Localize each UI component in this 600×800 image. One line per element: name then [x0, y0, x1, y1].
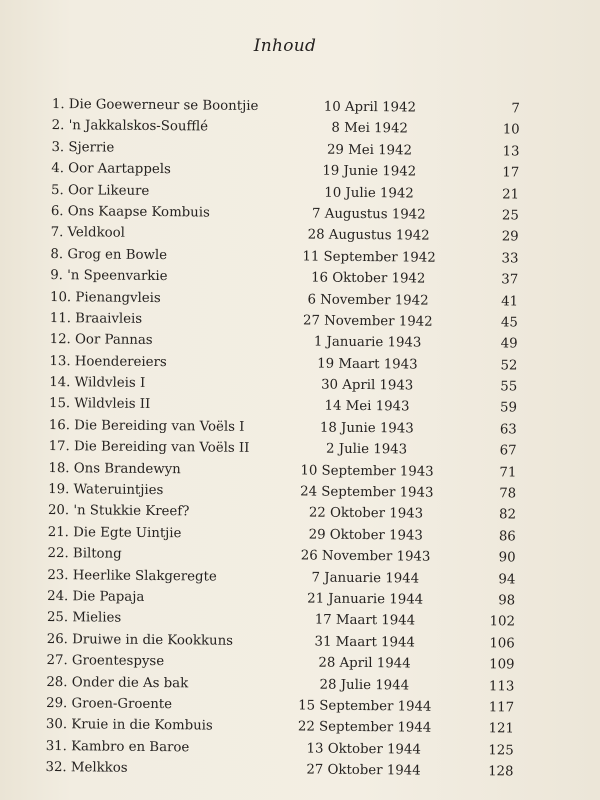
entry-date: 22 Oktober 1943 — [308, 505, 424, 523]
entry-date: 27 Oktober 1944 — [306, 762, 421, 779]
entry-page-number: 121 — [488, 721, 514, 737]
entry-page-number: 109 — [489, 657, 515, 673]
entry-page-number: 33 — [501, 251, 519, 267]
entry-page-number: 90 — [498, 550, 516, 566]
entry-page-number: 13 — [502, 144, 520, 160]
entry-page-number: 94 — [498, 571, 516, 588]
entry-date: 16 Oktober 1942 — [311, 270, 426, 287]
entry-date: 21 Januarie 1944 — [307, 591, 424, 608]
entry-page-number: 10 — [502, 122, 520, 138]
entry-date: 10 September 1943 — [300, 463, 434, 480]
entry-title: 19. Wateruintjies — [48, 482, 164, 499]
entry-date: 10 April 1942 — [323, 99, 417, 116]
entry-page-number: 29 — [501, 229, 519, 245]
entry-page-number: 125 — [488, 742, 514, 759]
entry-date: 19 Maart 1943 — [317, 356, 418, 373]
entry-title: 11. Braaivleis — [49, 310, 143, 327]
entry-title: 29. Groen-Groente — [46, 695, 173, 713]
entry-date: 24 September 1943 — [300, 484, 434, 501]
entry-date: 10 Julie 1942 — [324, 185, 414, 202]
entry-page-number: 113 — [488, 678, 515, 695]
entry-title: 2. 'n Jakkalskos-Soufflé — [51, 118, 209, 135]
entry-title: 1. Die Goewerneur se Boontjie — [51, 96, 259, 114]
entry-date: 1 Januarie 1943 — [313, 334, 422, 351]
entry-title: 14. Wildvleis I — [49, 375, 146, 391]
entry-date: 30 April 1943 — [321, 377, 414, 394]
entry-page-number: 78 — [499, 486, 517, 502]
entry-page-number: 17 — [502, 165, 520, 181]
entry-page-number: 106 — [489, 635, 515, 652]
entry-date: 19 Junie 1942 — [322, 163, 417, 180]
entry-page-number: 98 — [498, 593, 516, 609]
entry-page-number: 71 — [499, 464, 517, 481]
entry-date: 14 Mei 1943 — [324, 399, 410, 415]
entry-title: 24. Die Papaja — [47, 588, 145, 605]
entry-date: 2 Julie 1943 — [326, 441, 408, 458]
entry-title: 15. Wildvleis II — [48, 396, 151, 413]
entry-date: 26 November 1943 — [300, 548, 431, 565]
entry-date: 22 September 1944 — [297, 719, 432, 736]
entry-title: 5. Oor Likeure — [51, 182, 150, 199]
entry-date: 18 Junie 1943 — [319, 420, 414, 437]
entry-title: 23. Heerlike Slakgeregte — [47, 567, 217, 585]
entry-title: 27. Groentespyse — [46, 653, 165, 670]
entry-title: 7. Veldkool — [50, 225, 125, 242]
entry-page-number: 21 — [502, 186, 520, 203]
entry-page-number: 55 — [500, 379, 518, 395]
entry-date: 7 Augustus 1942 — [312, 206, 426, 223]
entry-title: 26. Druiwe in die Kookkuns — [46, 631, 234, 649]
entry-page-number: 25 — [501, 208, 519, 224]
entry-page-number: 128 — [488, 764, 514, 780]
entry-page-number: 82 — [498, 507, 517, 523]
entry-title: 13. Hoendereiers — [49, 353, 167, 370]
entry-date: 17 Maart 1944 — [314, 612, 416, 629]
entry-date: 28 April 1944 — [318, 655, 411, 672]
entry-date: 6 November 1942 — [307, 291, 429, 309]
entry-date: 13 Oktober 1944 — [306, 741, 421, 758]
entry-page-number: 67 — [499, 443, 517, 459]
entry-page-number: 41 — [501, 293, 519, 309]
entry-date: 27 November 1942 — [302, 313, 433, 330]
entry-title: 12. Oor Pannas — [49, 332, 153, 349]
entry-date: 29 Oktober 1943 — [308, 527, 423, 544]
entry-date: 31 Maart 1944 — [314, 634, 416, 651]
entry-title: 22. Biltong — [47, 546, 122, 562]
entry-title: 32. Melkkos — [45, 760, 128, 776]
entry-date: 15 September 1944 — [298, 698, 432, 715]
entry-title: 25. Mielies — [46, 610, 122, 627]
entry-page-number: 59 — [500, 400, 518, 416]
entry-page-number: 7 — [511, 101, 520, 117]
entry-page-number: 45 — [500, 315, 518, 331]
entry-page-number: 117 — [488, 700, 515, 716]
entry-page-number: 52 — [500, 358, 518, 374]
entry-title: 3. Sjerrie — [51, 139, 115, 156]
entry-page-number: 49 — [500, 336, 518, 352]
entry-page-number: 63 — [499, 422, 517, 438]
page-title: Inhoud — [253, 36, 317, 56]
entry-title: 10. Pienangvleis — [49, 289, 161, 306]
entry-title: 21. Die Egte Uintjie — [47, 524, 182, 542]
entry-date: 28 Julie 1944 — [319, 677, 410, 694]
entry-title: 9. 'n Speenvarkie — [50, 268, 168, 285]
entry-title: 8. Grog en Bowle — [50, 246, 168, 263]
entry-page-number: 86 — [498, 529, 516, 545]
entry-title: 18. Ons Brandewyn — [48, 460, 181, 477]
entry-title: 16. Die Bereiding van Voëls I — [48, 417, 245, 435]
entry-date: 8 Mei 1942 — [331, 121, 408, 137]
entry-title: 20. 'n Stukkie Kreef? — [47, 503, 190, 520]
entry-page-number: 37 — [501, 272, 519, 288]
entry-title: 6. Ons Kaapse Kombuis — [50, 203, 210, 221]
entry-date: 11 September 1942 — [302, 249, 436, 266]
entry-date: 7 Januarie 1944 — [311, 570, 420, 587]
entry-title: 31. Kambro en Baroe — [45, 738, 190, 756]
entry-title: 17. Die Bereiding van Voëls II — [48, 439, 250, 457]
table-of-contents — [45, 94, 520, 783]
entry-date: 28 Augustus 1942 — [307, 227, 430, 244]
entry-title: 30. Kruie in die Kombuis — [45, 717, 213, 734]
entry-title: 4. Oor Aartappels — [51, 161, 171, 178]
entry-date: 29 Mei 1942 — [326, 142, 413, 159]
entry-page-number: 102 — [489, 614, 516, 630]
toc-entry — [45, 757, 513, 783]
entry-title: 28. Onder die As bak — [46, 674, 189, 691]
